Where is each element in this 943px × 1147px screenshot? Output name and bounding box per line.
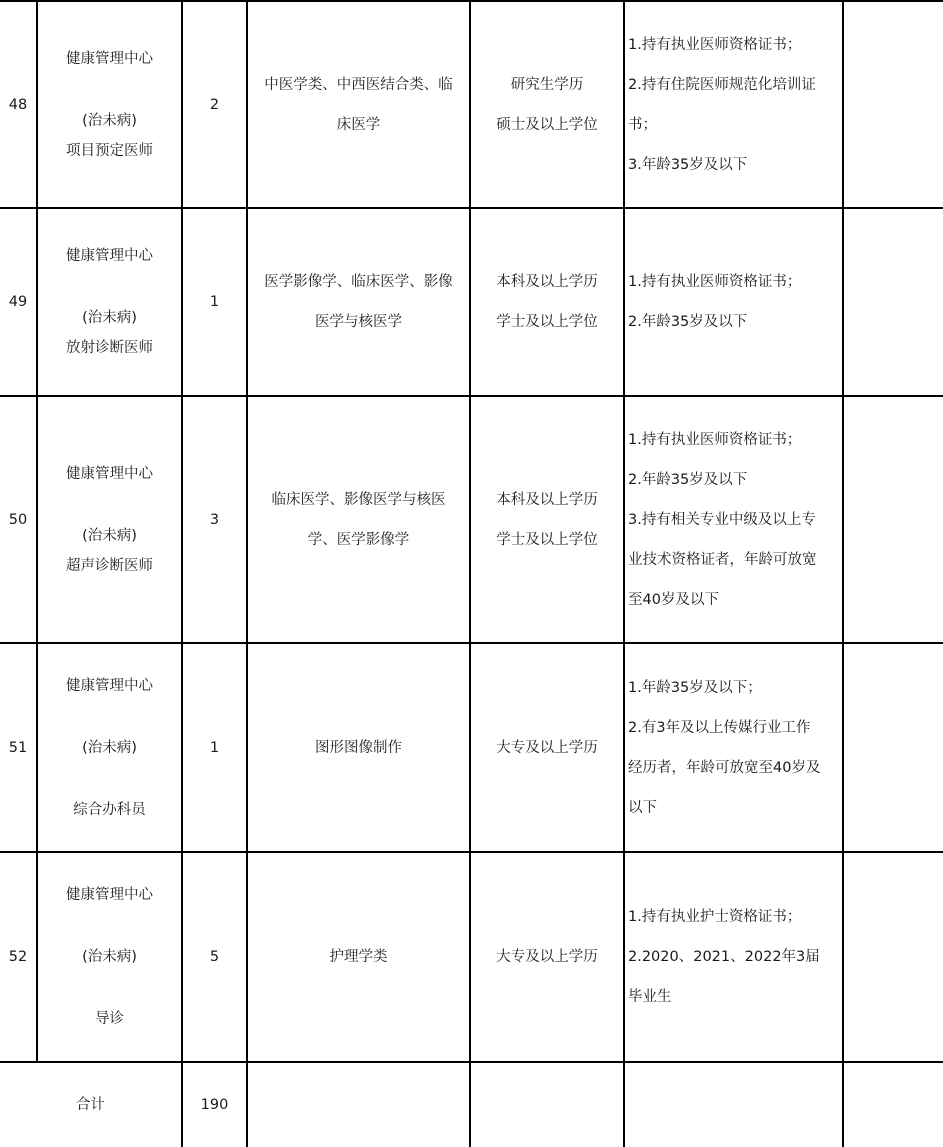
row-number	[0, 644, 36, 851]
major-line: 护理学类	[329, 949, 388, 965]
remark-cell	[844, 397, 943, 642]
position-title: 综合办科员	[73, 801, 146, 818]
post-name-cell	[38, 209, 181, 395]
total-count-cell	[183, 1063, 246, 1147]
headcount-cell	[183, 397, 246, 642]
requirement-line: 2.年龄35岁及以下	[628, 471, 748, 488]
education-line: 本科及以上学历	[496, 274, 598, 290]
requirement-line: 1.年龄35岁及以下；	[628, 679, 762, 696]
remark-cell	[844, 853, 943, 1061]
department-name: 健康管理中心	[66, 248, 153, 264]
headcount-value: 2	[209, 96, 220, 113]
headcount-cell	[183, 2, 246, 207]
education-cell	[471, 644, 623, 851]
major-cell	[248, 644, 469, 851]
major-cell	[248, 853, 469, 1061]
education-line: 大专及以上学历	[496, 739, 598, 756]
major-cell	[248, 2, 469, 207]
department-name: 健康管理中心	[66, 50, 153, 67]
requirement-line: 3.年龄35岁及以下	[628, 156, 748, 173]
department-name: 健康管理中心	[66, 677, 153, 694]
department-name: 健康管理中心	[66, 887, 153, 903]
headcount-value: 1	[209, 294, 220, 310]
post-name-cell	[38, 397, 181, 642]
requirements-cell	[625, 397, 842, 642]
headcount-cell	[183, 853, 246, 1061]
education-line: 大专及以上学历	[496, 949, 598, 965]
total-empty-cell	[844, 1063, 943, 1147]
education-cell	[471, 397, 623, 642]
requirements-cell	[625, 853, 842, 1061]
headcount-value: 3	[209, 511, 220, 528]
post-name-cell	[38, 644, 181, 851]
requirement-line: 以下	[628, 799, 657, 816]
row-number	[0, 2, 36, 207]
department-subunit: (治未病)	[82, 310, 137, 326]
headcount-value: 1	[209, 739, 220, 756]
requirements-cell	[625, 2, 842, 207]
education-line: 本科及以上学历	[496, 491, 598, 508]
requirement-line: 书；	[628, 116, 657, 133]
position-title: 导诊	[95, 1011, 124, 1027]
requirement-line: 2.持有住院医师规范化培训证	[628, 76, 816, 93]
education-cell	[471, 2, 623, 207]
requirement-line: 1.持有执业医师资格证书；	[628, 36, 802, 53]
education-line: 硕士及以上学位	[496, 116, 598, 133]
education-line: 学士及以上学位	[496, 531, 598, 548]
department-subunit: (治未病)	[82, 739, 137, 756]
major-line: 中医学类、中西医结合类、临	[264, 76, 453, 93]
requirement-line: 3.持有相关专业中级及以上专	[628, 511, 816, 528]
education-line: 研究生学历	[510, 76, 584, 93]
row-number-text: 48	[8, 96, 28, 113]
education-cell	[471, 209, 623, 395]
requirement-line: 至40岁及以下	[628, 591, 719, 608]
department-name: 健康管理中心	[66, 465, 153, 482]
requirement-line: 2.有3年及以上传媒行业工作	[628, 719, 811, 736]
requirement-line: 1.持有执业护士资格证书；	[628, 909, 802, 925]
education-line: 学士及以上学位	[496, 314, 598, 330]
requirements-cell	[625, 644, 842, 851]
major-line: 床医学	[336, 116, 381, 133]
department-subunit: (治未病)	[82, 112, 137, 129]
row-number	[0, 853, 36, 1061]
major-line: 医学影像学、临床医学、影像	[264, 274, 453, 290]
department-subunit: (治未病)	[82, 527, 137, 544]
requirement-line: 1.持有执业医师资格证书；	[628, 431, 802, 448]
major-line: 医学与核医学	[315, 314, 402, 330]
requirement-line: 经历者，年龄可放宽至40岁及	[628, 759, 821, 776]
department-subunit: (治未病)	[82, 949, 137, 965]
post-name-cell	[38, 853, 181, 1061]
major-line: 学、医学影像学	[307, 531, 410, 548]
requirement-line: 业技术资格证者，年龄可放宽	[628, 551, 817, 568]
total-empty-cell	[248, 1063, 469, 1147]
position-title: 超声诊断医师	[66, 557, 153, 574]
row-number-text: 51	[8, 739, 28, 756]
remark-cell	[844, 209, 943, 395]
major-cell	[248, 397, 469, 642]
major-line: 图形图像制作	[315, 739, 402, 756]
row-number-text: 49	[8, 294, 28, 310]
remark-cell	[844, 2, 943, 207]
requirements-cell	[625, 209, 842, 395]
headcount-cell	[183, 209, 246, 395]
total-empty-cell	[625, 1063, 842, 1147]
major-cell	[248, 209, 469, 395]
headcount-value: 5	[209, 949, 220, 965]
position-title: 放射诊断医师	[66, 340, 153, 356]
requirement-line: 1.持有执业医师资格证书；	[628, 274, 802, 290]
major-line: 临床医学、影像医学与核医	[271, 491, 446, 508]
requirement-line: 2.年龄35岁及以下	[628, 314, 748, 330]
post-name-cell	[38, 2, 181, 207]
total-count: 190	[200, 1097, 229, 1113]
total-label: 合计	[76, 1097, 105, 1113]
total-empty-cell	[471, 1063, 623, 1147]
position-title: 项目预定医师	[66, 142, 153, 159]
requirement-line: 毕业生	[628, 989, 672, 1005]
row-number	[0, 397, 36, 642]
education-cell	[471, 853, 623, 1061]
row-number-text: 50	[8, 511, 28, 528]
headcount-cell	[183, 644, 246, 851]
total-label-cell	[0, 1063, 181, 1147]
row-number	[0, 209, 36, 395]
requirement-line: 2.2020、2021、2022年3届	[628, 949, 820, 965]
row-number-text: 52	[8, 949, 28, 965]
remark-cell	[844, 644, 943, 851]
